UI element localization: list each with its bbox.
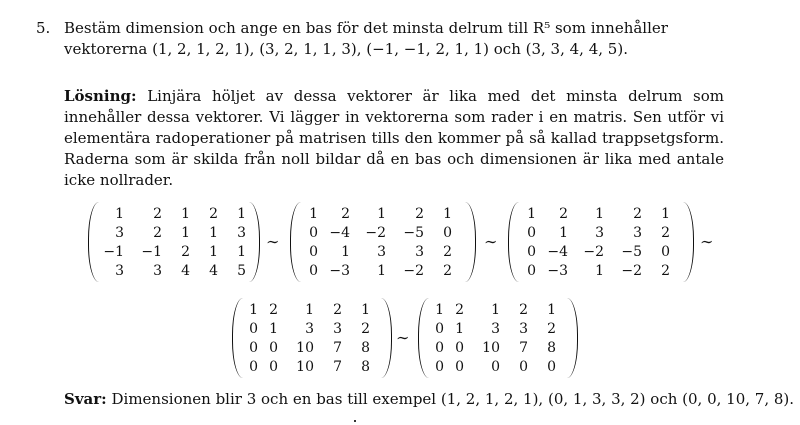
matrix-cell: 1 [377, 262, 386, 279]
matrix-cell: 1 [305, 301, 314, 318]
matrix-cell: 1 [269, 320, 278, 337]
matrix-cell: 1 [309, 205, 318, 222]
right-parenthesis [381, 298, 392, 378]
matrix-step-3 [232, 300, 392, 376]
matrix-cell: −2 [583, 243, 604, 260]
matrix-cell: 3 [305, 320, 314, 337]
matrix-cell: 2 [661, 224, 670, 241]
right-parenthesis [567, 298, 578, 378]
matrix-cell: 10 [296, 339, 314, 356]
matrix-cell: 1 [595, 262, 604, 279]
matrix-cell: 10 [296, 358, 314, 375]
matrix-cell: 3 [377, 243, 386, 260]
matrix-cell: 4 [181, 262, 190, 279]
matrix-cell: 0 [491, 358, 500, 375]
matrix-cell: 1 [595, 205, 604, 222]
matrix-cell: 1 [249, 301, 258, 318]
matrix-cell: 1 [491, 301, 500, 318]
matrix-cell: 1 [455, 320, 464, 337]
matrix-cell: 3 [333, 320, 342, 337]
matrix-cell: −5 [621, 243, 642, 260]
matrix-cell: −2 [621, 262, 642, 279]
matrix-cell: 1 [527, 205, 536, 222]
matrix-cell: −1 [103, 243, 124, 260]
matrix-cell: −3 [547, 262, 568, 279]
matrix-cell: 0 [527, 224, 536, 241]
matrix-cell: 8 [547, 339, 556, 356]
left-parenthesis [290, 202, 301, 282]
problem-text: Bestäm dimension och ange en bas för det minsta delrum till R⁵ som innehåller vektorerna (1, 2, 1, 2, 1), (3, 2, 1, 1, 3), (−1, −1, 2, 1, 1) och (3, 3, 4, 4, 5). [64, 19, 668, 58]
solution-label: Lösning: [64, 87, 137, 105]
matrix-step-1 [290, 204, 476, 280]
matrix-cell: 0 [435, 339, 444, 356]
matrix-cell: 0 [269, 339, 278, 356]
matrix-cell: −3 [329, 262, 350, 279]
problem-number: 5. [36, 19, 51, 37]
matrix-cell: 8 [361, 339, 370, 356]
matrix-cell: 5 [237, 262, 246, 279]
matrix-cell: 1 [115, 205, 124, 222]
left-parenthesis [232, 298, 243, 378]
left-parenthesis [88, 202, 99, 282]
matrix-cell: 0 [435, 358, 444, 375]
matrix-cell: 2 [559, 205, 568, 222]
matrix-cell: 1 [181, 205, 190, 222]
matrix-cell: 3 [519, 320, 528, 337]
matrix-cell: 3 [153, 262, 162, 279]
right-parenthesis [683, 202, 694, 282]
matrix-cell: −2 [403, 262, 424, 279]
matrix-cell: 0 [309, 224, 318, 241]
matrix-cell: 2 [415, 205, 424, 222]
matrix-cell: 3 [491, 320, 500, 337]
matrix-cell: 0 [547, 358, 556, 375]
matrix-cell: 2 [455, 301, 464, 318]
matrix-cell: 2 [661, 262, 670, 279]
matrix-cell: 1 [237, 243, 246, 260]
matrix-cell: 3 [595, 224, 604, 241]
matrix-cell: 1 [377, 205, 386, 222]
matrix-cell: 1 [661, 205, 670, 222]
matrix-cell: 2 [153, 224, 162, 241]
matrix-cell: −1 [141, 243, 162, 260]
matrix-cell: −4 [547, 243, 568, 260]
matrix-cell: 1 [435, 301, 444, 318]
matrix-cell: 3 [115, 224, 124, 241]
matrix-cell: 1 [443, 205, 452, 222]
matrix-cell: 3 [415, 243, 424, 260]
matrix-cell: 0 [527, 262, 536, 279]
equivalence-symbol: ∼ [266, 232, 280, 251]
matrix-step-2 [508, 204, 694, 280]
matrix-cell: 3 [115, 262, 124, 279]
matrix-cell: 2 [633, 205, 642, 222]
matrix-cell: 0 [527, 243, 536, 260]
answer-text: Dimensionen blir 3 och en bas till exempel (1, 2, 1, 2, 1), (0, 1, 3, 3, 2) och (0, 0, 10, 7, 8). [111, 390, 795, 408]
matrix-cell: 2 [341, 205, 350, 222]
matrix-cell: 7 [519, 339, 528, 356]
matrix-cell: −4 [329, 224, 350, 241]
matrix-cell: 0 [249, 358, 258, 375]
matrix-cell: 2 [443, 243, 452, 260]
stray-mark [354, 420, 356, 422]
matrix-cell: 0 [249, 320, 258, 337]
matrix-cell: 0 [661, 243, 670, 260]
matrix-cell: 4 [209, 262, 218, 279]
right-parenthesis [465, 202, 476, 282]
matrix-cell: 0 [269, 358, 278, 375]
matrix-cell: 2 [547, 320, 556, 337]
matrix-cell: 2 [209, 205, 218, 222]
matrix-cell: 1 [361, 301, 370, 318]
matrix-cell: 1 [237, 205, 246, 222]
matrix-cell: 0 [309, 243, 318, 260]
matrix-cell: 1 [559, 224, 568, 241]
left-parenthesis [418, 298, 429, 378]
answer-line [64, 389, 795, 410]
matrix-cell: −2 [365, 224, 386, 241]
matrix-cell: 0 [309, 262, 318, 279]
matrix-cell: 0 [249, 339, 258, 356]
equivalence-symbol: ∼ [396, 328, 410, 347]
right-parenthesis [249, 202, 260, 282]
matrix-cell: 0 [435, 320, 444, 337]
matrix-cell: 3 [237, 224, 246, 241]
equivalence-symbol: ∼ [700, 232, 714, 251]
matrix-echelon-form [418, 300, 578, 376]
equivalence-symbol: ∼ [484, 232, 498, 251]
matrix-cell: 2 [519, 301, 528, 318]
matrix-cell: 1 [209, 243, 218, 260]
matrix-cell: 2 [181, 243, 190, 260]
matrix-cell: 0 [455, 358, 464, 375]
matrix-cell: 2 [333, 301, 342, 318]
matrix-cell: 0 [443, 224, 452, 241]
matrix-cell: 1 [547, 301, 556, 318]
matrix-cell: 2 [361, 320, 370, 337]
matrix-original [88, 204, 260, 280]
matrix-cell: 8 [361, 358, 370, 375]
matrix-cell: 0 [519, 358, 528, 375]
matrix-cell: 10 [482, 339, 500, 356]
matrix-cell: 1 [209, 224, 218, 241]
matrix-cell: 3 [633, 224, 642, 241]
matrix-cell: 7 [333, 358, 342, 375]
solution-paragraph [64, 86, 724, 191]
solution-text: Linjära höljet av dessa vektorer är lika med det minsta delrum som innehåller dessa vektorer. Vi lägger in vektorerna som rader i en matris. Sen utför vi elementära radoperationer på matrisen tills den kommer på så kallad trappsetgsform. Raderna som är skilda från noll bildar då en bas och dimensionen är lika med antale icke nollrader. [64, 87, 724, 189]
matrix-cell: 1 [181, 224, 190, 241]
matrix-cell: 7 [333, 339, 342, 356]
matrix-cell: −5 [403, 224, 424, 241]
left-parenthesis [508, 202, 519, 282]
matrix-cell: 2 [153, 205, 162, 222]
matrix-cell: 2 [443, 262, 452, 279]
matrix-cell: 1 [341, 243, 350, 260]
matrix-cell: 0 [455, 339, 464, 356]
answer-label: Svar: [64, 390, 107, 408]
matrix-cell: 2 [269, 301, 278, 318]
